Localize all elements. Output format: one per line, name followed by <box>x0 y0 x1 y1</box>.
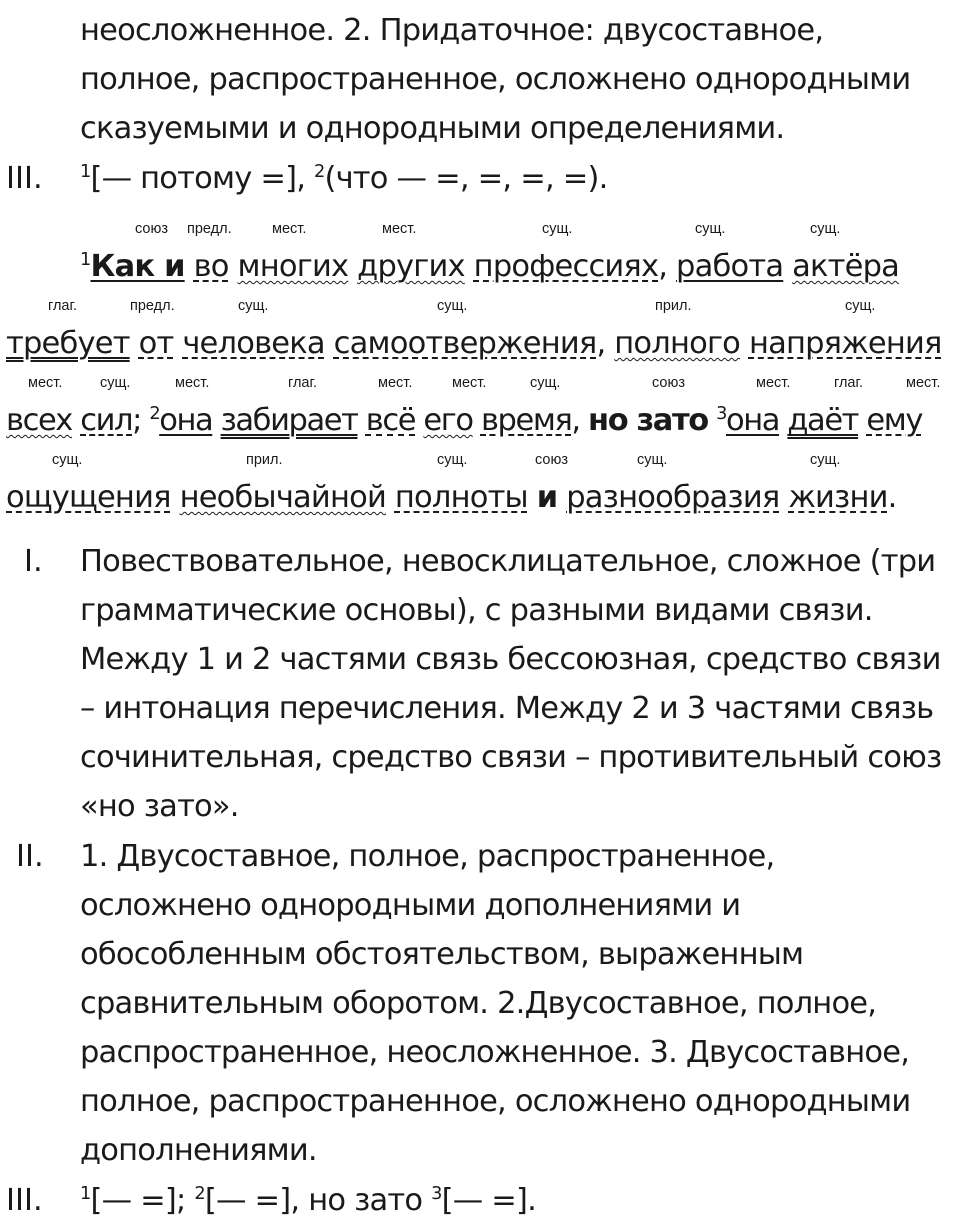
pos-label: мест. <box>175 375 210 391</box>
analyzed-sentence-line: ощущения необычайной полноты и разнообразия жизни. <box>6 480 897 515</box>
pos-label: глаг. <box>48 298 78 314</box>
pos-label: предл. <box>130 298 175 314</box>
text-line: Повествовательное, невосклицательное, сложное (три <box>80 544 936 579</box>
text-line: обособленным обстоятельством, выраженным <box>80 937 804 972</box>
section-number: I. <box>24 544 43 579</box>
text-line: полное, распространенное, осложнено однородными <box>80 62 911 97</box>
pos-label: глаг. <box>288 375 318 391</box>
pos-label: сущ. <box>100 375 131 391</box>
pos-label: союз <box>652 375 686 391</box>
pos-label: мест. <box>452 375 487 391</box>
pos-label: сущ. <box>542 221 573 237</box>
text-line: – интонация перечисления. Между 2 и 3 частями связь <box>80 691 934 726</box>
text-line: осложнено однородными дополнениями и <box>80 888 741 923</box>
pos-label: мест. <box>756 375 791 391</box>
analyzed-sentence-line: $^1$Как и во многих других профессиях, работа актёра <box>80 249 900 284</box>
pos-label: предл. <box>187 221 232 237</box>
text-line: Между 1 и 2 частями связь бессоюзная, средство связи <box>80 642 941 677</box>
analyzed-sentence-line: требует от человека самоотвержения, полного напряжения <box>6 326 942 361</box>
pos-label: сущ. <box>530 375 561 391</box>
section-number: II. <box>16 839 44 874</box>
pos-label: союз <box>135 221 169 237</box>
pos-label: мест. <box>906 375 941 391</box>
text-line: сравнительным оборотом. 2.Двусоставное, полное, <box>80 986 877 1021</box>
text-line: «но зато». <box>80 789 239 824</box>
pos-label: прил. <box>246 452 283 468</box>
pos-label: сущ. <box>238 298 269 314</box>
section-number: III. <box>6 161 43 196</box>
analyzed-sentence-line: всех сил; $^2$она забирает всё его время, но зато $^3$она даёт ему <box>6 403 922 438</box>
text-line: дополнениями. <box>80 1133 317 1168</box>
text-line: неосложненное. 2. Придаточное: двусоставное, <box>80 13 824 48</box>
text-line: распространенное, неосложненное. 3. Двусоставное, <box>80 1035 910 1070</box>
text-line: 1. Двусоставное, полное, распространенное, <box>80 839 775 874</box>
sentence-scheme: $^1$[— =]; $^2$[— =], но зато $^3$[— =]. <box>80 1183 537 1218</box>
text-line: грамматические основы), с разными видами связи. <box>80 593 873 628</box>
pos-label: сущ. <box>845 298 876 314</box>
pos-label: сущ. <box>810 221 841 237</box>
pos-label: мест. <box>272 221 307 237</box>
pos-label: сущ. <box>437 452 468 468</box>
pos-label: сущ. <box>52 452 83 468</box>
text-line: полное, распространенное, осложнено однородными <box>80 1084 911 1119</box>
pos-label: глаг. <box>834 375 864 391</box>
pos-label: мест. <box>382 221 417 237</box>
pos-label: сущ. <box>437 298 468 314</box>
pos-label: сущ. <box>695 221 726 237</box>
pos-label: союз <box>535 452 569 468</box>
pos-label: мест. <box>378 375 413 391</box>
sentence-scheme: $^1$[— потому =], $^2$(что — =, =, =, =). <box>80 161 608 196</box>
pos-label: сущ. <box>637 452 668 468</box>
text-line: сказуемыми и однородными определениями. <box>80 111 785 146</box>
pos-label: сущ. <box>810 452 841 468</box>
text-line: сочинительная, средство связи – противительный союз <box>80 740 942 775</box>
section-number: III. <box>6 1183 43 1218</box>
pos-label: прил. <box>655 298 692 314</box>
pos-label: мест. <box>28 375 63 391</box>
